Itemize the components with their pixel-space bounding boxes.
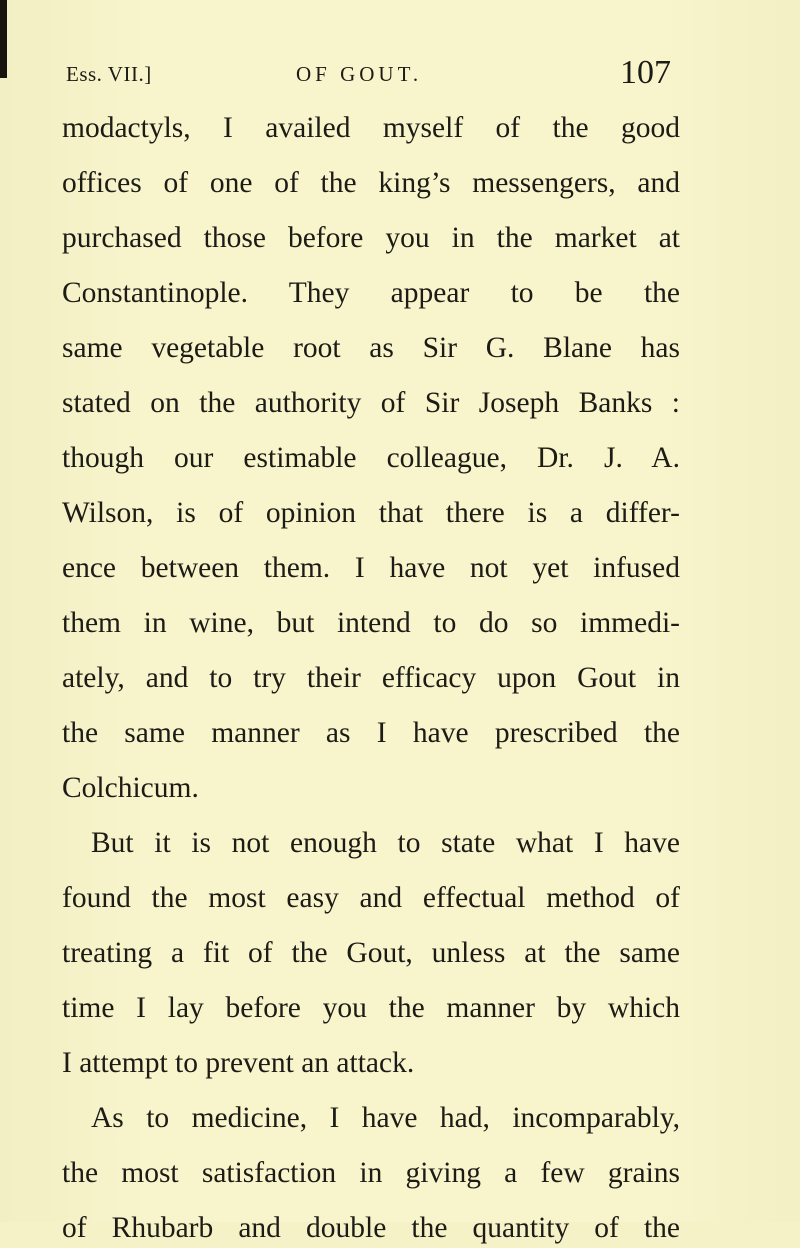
text-line: of Rhubarb and double the quantity of the (62, 1212, 680, 1244)
text-line: found the most easy and effectual method of (62, 882, 680, 914)
text-line: stated on the authority of Sir Joseph Banks : (62, 387, 680, 419)
paragraph-first-line: As to medicine, I have had, incomparably, (91, 1102, 680, 1134)
page-number: 107 (620, 54, 671, 91)
text-line: them in wine, but intend to do so immedi- (62, 607, 680, 639)
text-line: same vegetable root as Sir G. Blane has (62, 332, 680, 364)
text-line: time I lay before you the manner by which (62, 992, 680, 1024)
text-line: I attempt to prevent an attack. (62, 1047, 415, 1079)
text-line: offices of one of the king’s messengers, and (62, 167, 680, 199)
text-line: the same manner as I have prescribed the (62, 717, 680, 749)
text-line: though our estimable colleague, Dr. J. A. (62, 442, 680, 474)
text-line: Wilson, is of opinion that there is a differ- (62, 497, 680, 529)
running-header (0, 54, 800, 94)
text-line: purchased those before you in the market at (62, 222, 680, 254)
text-line: Colchicum. (62, 772, 199, 804)
text-line: ately, and to try their efficacy upon Gout in (62, 662, 680, 694)
text-line: the most satisfaction in giving a few grains (62, 1157, 680, 1189)
text-line: treating a fit of the Gout, unless at the same (62, 937, 680, 969)
running-title: OF GOUT. (296, 62, 423, 86)
essay-reference: Ess. VII.] (66, 62, 152, 86)
text-line: ence between them. I have not yet infused (62, 552, 680, 584)
paragraph-first-line: But it is not enough to state what I have (91, 827, 680, 859)
text-line: Constantinople. They appear to be the (62, 277, 680, 309)
text-line: modactyls, I availed myself of the good (62, 112, 680, 144)
